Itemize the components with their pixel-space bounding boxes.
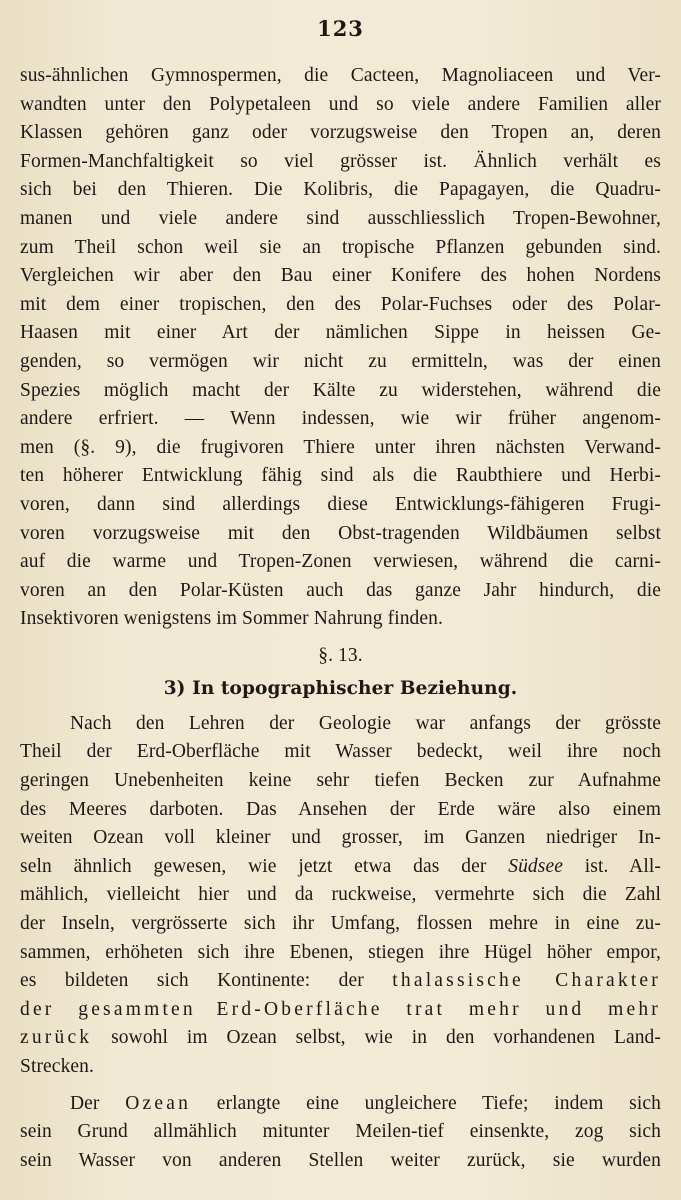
body-text — [20, 62, 661, 1175]
text-line: voren vorzugsweise mit den Obst-tragenden Wildbäumen selbst — [20, 522, 661, 544]
text-line: Vergleichen wir aber den Bau einer Konifere des hohen Nordens — [20, 265, 661, 287]
text-line: der Inseln, vergrösserte sich ihr Umfang, flossen mehre in eine zu- — [20, 913, 661, 935]
page-number: 123 — [317, 16, 364, 41]
spaced-emphasis: zurück — [20, 1027, 93, 1049]
text-line — [20, 1024, 661, 1053]
text-line — [20, 996, 661, 1025]
text-line: mit dem einer tropischen, den des Polar-Fuchses oder des Polar- — [20, 293, 661, 315]
text-line: Theil der Erd-Oberfläche mit Wasser bedeckt, weil ihre noch — [20, 741, 661, 763]
text-line — [20, 967, 661, 996]
text-line: voren an den Polar-Küsten auch das ganze Jahr hindurch, die — [20, 579, 661, 601]
text-line: sich bei den Thieren. Die Kolibris, die Papagayen, die Quadru- — [20, 179, 661, 201]
text-line — [20, 853, 661, 882]
text-line: Strecken. — [20, 1056, 94, 1077]
spaced-emphasis: thalassische Charakter — [392, 970, 661, 992]
text-fragment: ist. All- — [562, 855, 661, 877]
text-line: Insektivoren wenigstens im Sommer Nahrung finden. — [20, 608, 443, 630]
text-line: Spezies möglich macht der Kälte zu widerstehen, während die — [20, 379, 661, 401]
text-line: Formen-Manchfaltigkeit so viel grösser ist. Ähnlich verhält es — [20, 150, 661, 172]
section-title: 3) In topographischer Beziehung. — [163, 677, 518, 699]
text-line: sein Grund allmählich mitunter Meilen-tief einsenkte, zog sich — [20, 1121, 661, 1143]
text-line: auf die warme und Tropen-Zonen verwiesen, während die carni- — [20, 551, 661, 573]
text-line: sammen, erhöheten sich ihre Ebenen, stiegen ihre Hügel höher empor, — [20, 941, 661, 963]
text-line: Klassen gehören ganz oder vorzugsweise den Tropen an, deren — [20, 122, 661, 144]
spaced-emphasis: der gesammten — [20, 998, 196, 1020]
text-fragment: es bildeten sich Kontinente: der — [20, 970, 364, 992]
paragraph-2 — [20, 710, 661, 1082]
text-line: geringen Unebenheiten keine sehr tiefen Becken zur Aufnahme — [20, 770, 661, 792]
spaced-emphasis: Ozean — [125, 1092, 192, 1114]
text-fragment: sowohl im Ozean selbst, wie in den vorhandenen Land- — [92, 1027, 661, 1049]
text-line: andere erfriert. — Wenn indessen, wie wir früher angenom- — [20, 408, 661, 430]
paragraph-3 — [20, 1090, 661, 1176]
paragraph-1 — [20, 62, 661, 634]
text-line: manen und viele andere sind ausschliesslich Tropen-Bewohner, — [20, 207, 661, 229]
text-fragment: seln ähnlich gewesen, wie jetzt etwa das der — [20, 855, 509, 877]
text-fragment: erlangte eine ungleichere Tiefe; indem sich — [191, 1092, 661, 1114]
text-line: genden, so vermögen wir nicht zu ermitteln, was der einen — [20, 350, 661, 372]
text-line: mählich, vielleicht hier und da ruckweise, vermehrte sich die Zahl — [20, 884, 661, 906]
text-fragment: Der — [70, 1092, 126, 1114]
text-line — [20, 1090, 661, 1119]
text-line: zum Theil schon weil sie an tropische Pflanzen gebunden sind. — [20, 236, 661, 258]
text-line: weiten Ozean voll kleiner und grosser, im Ganzen niedriger In- — [20, 827, 661, 849]
text-line: sus-ähnlichen Gymnospermen, die Cacteen, Magnoliaceen und Ver- — [20, 65, 661, 86]
text-line: des Meeres darboten. Das Ansehen der Erde wäre also einem — [20, 798, 661, 820]
section-number: §. 13. — [318, 644, 363, 666]
spaced-emphasis: Erd-Oberfläche trat mehr und mehr — [216, 998, 661, 1020]
text-line: Haasen mit einer Art der nämlichen Sippe in heissen Ge- — [20, 322, 661, 344]
text-line: men (§. 9), die frugivoren Thiere unter ihren nächsten Verwand- — [20, 436, 661, 458]
text-line: sein Wasser von anderen Stellen weiter zurück, sie wurden — [20, 1149, 661, 1171]
text-line: ten höherer Entwicklung fähig sind als die Raubthiere und Herbi- — [20, 465, 661, 487]
text-line: Nach den Lehren der Geologie war anfangs der grösste — [70, 712, 661, 734]
text-line: wandten unter den Polypetaleen und so viele andere Familien aller — [20, 93, 661, 115]
text-line: voren, dann sind allerdings diese Entwicklungs-fähigeren Frugi- — [20, 493, 661, 515]
italic-term: Südsee — [508, 855, 563, 877]
